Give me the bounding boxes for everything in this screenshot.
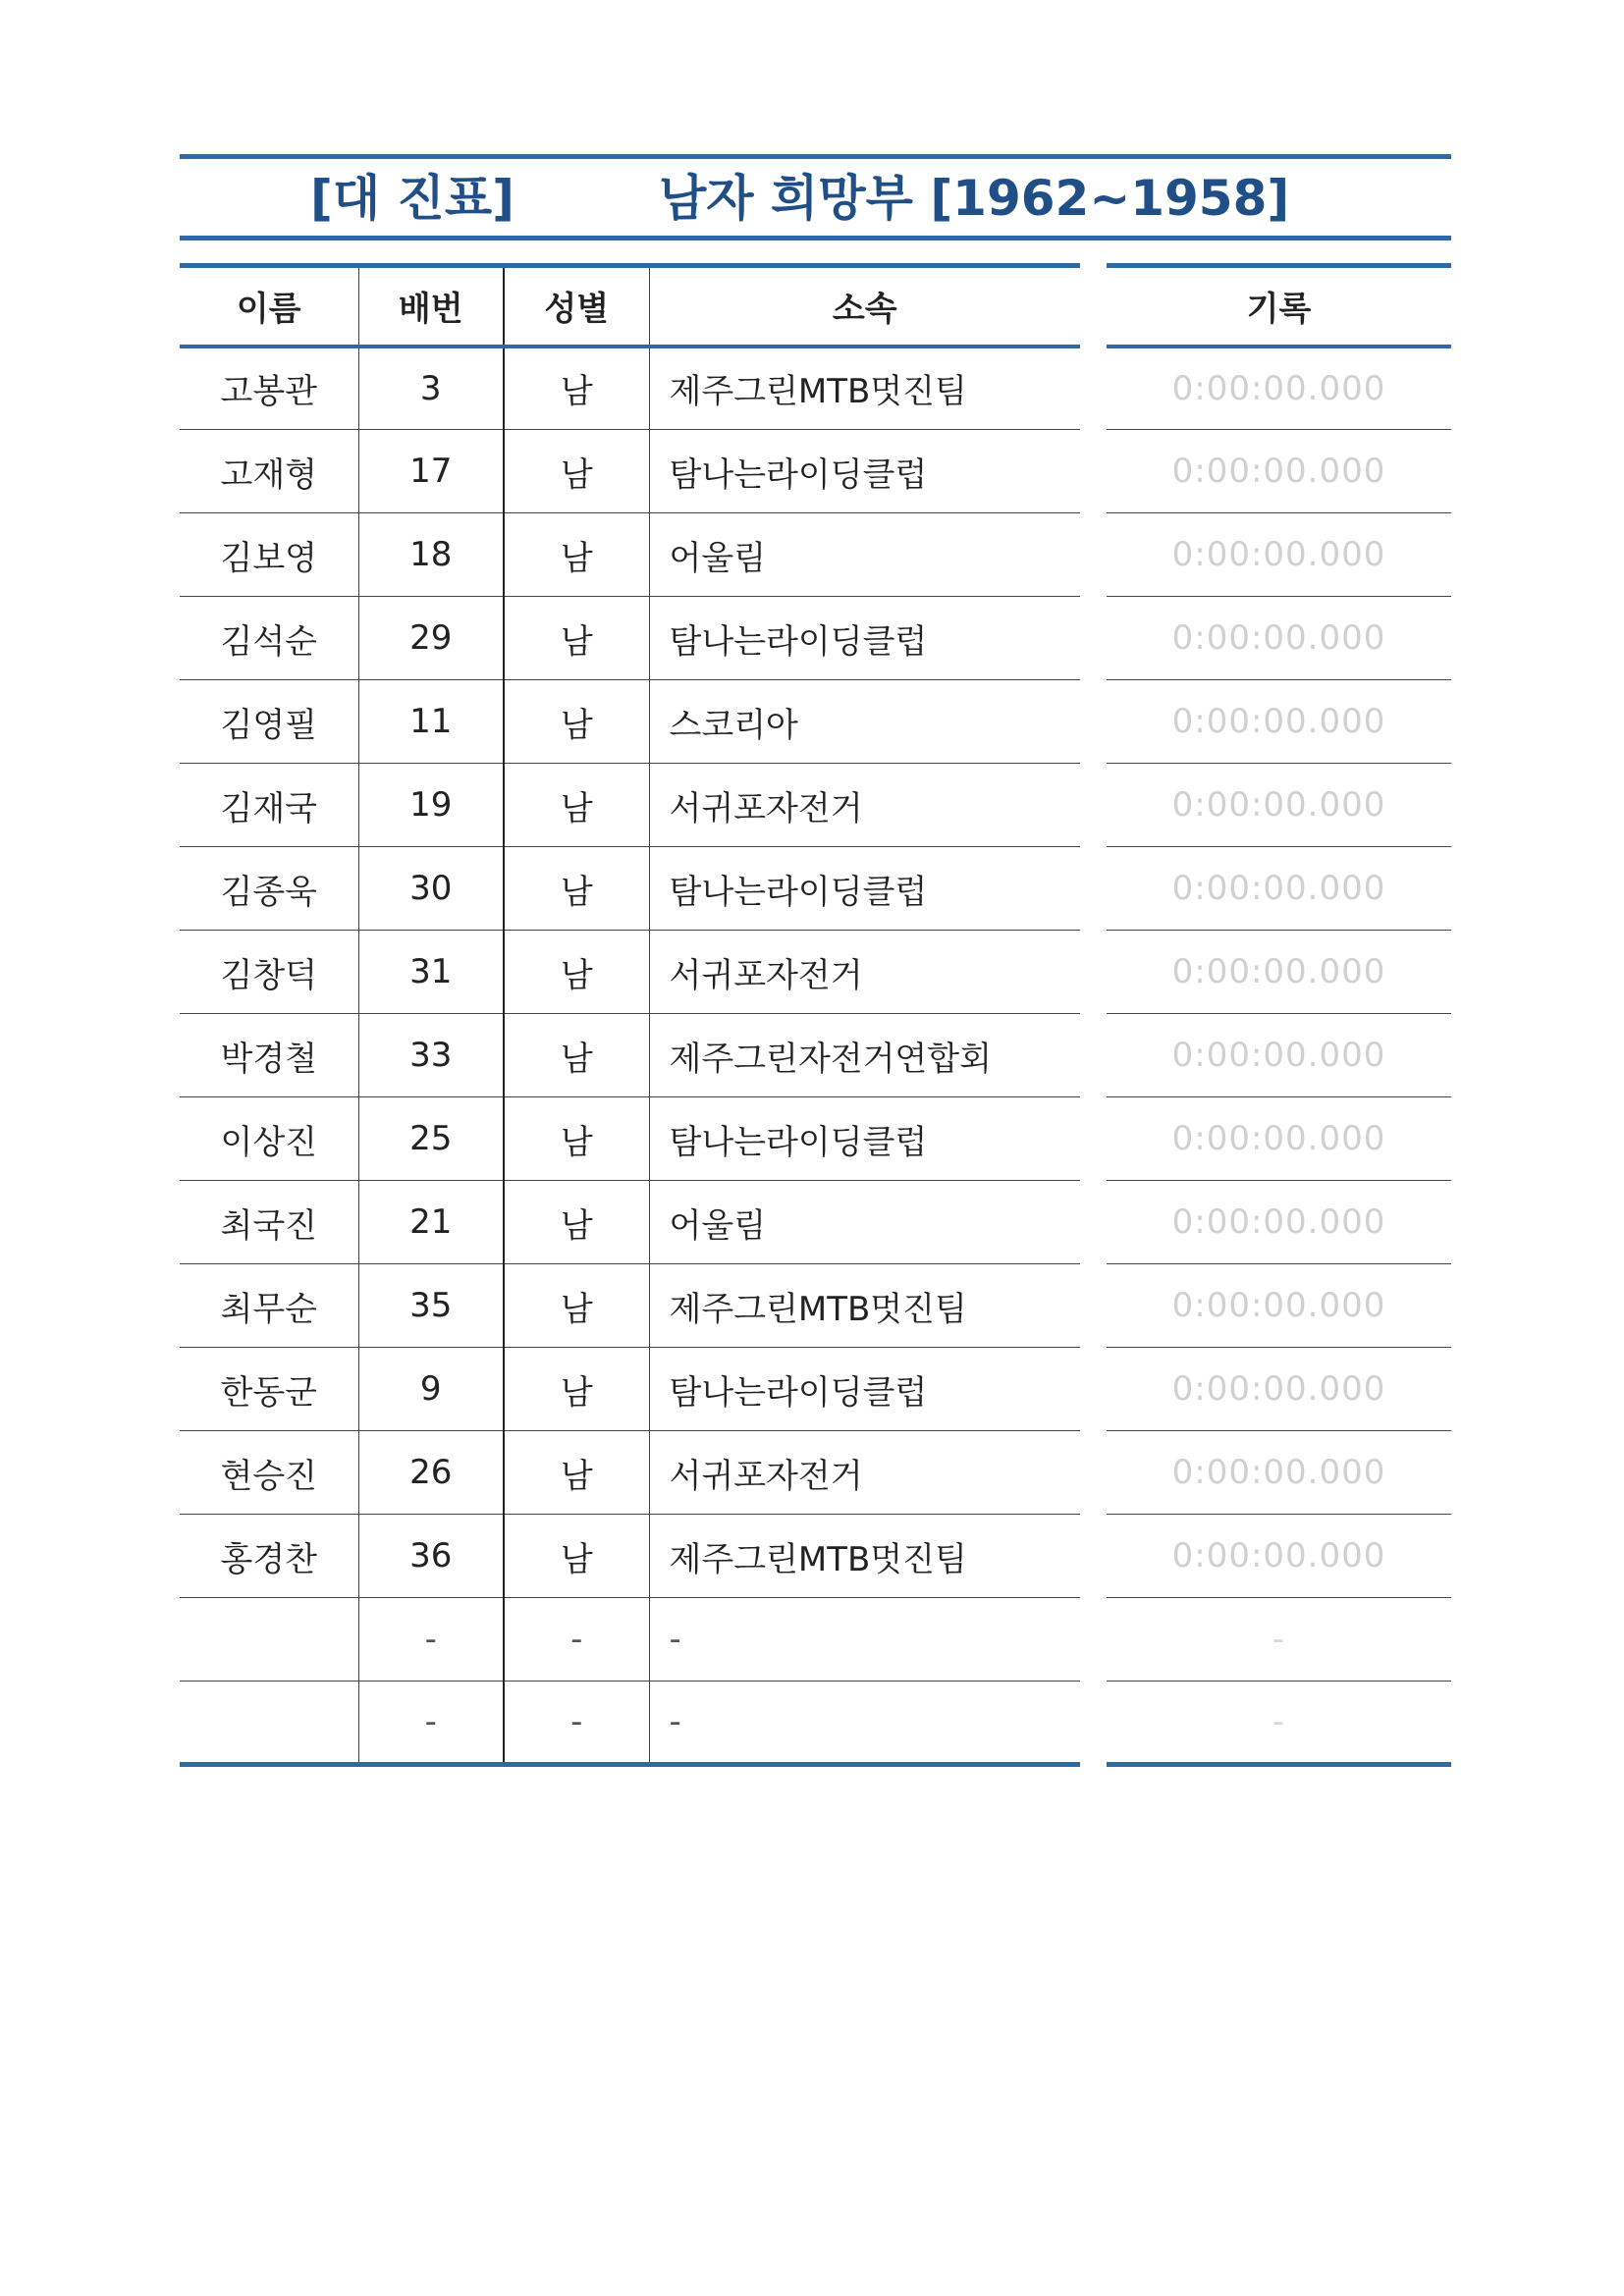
- record-row: [1107, 847, 1451, 931]
- header-name: 이름: [180, 266, 358, 347]
- record-row: [1107, 513, 1451, 597]
- participant-club: 제주그린자전거연합회: [649, 1014, 1080, 1097]
- participant-sex: 남: [504, 847, 649, 931]
- participant-record: 0:00:00.000: [1107, 931, 1451, 1014]
- participant-sex: 남: [504, 1097, 649, 1181]
- header-bib: 배번: [358, 266, 504, 347]
- record-row: [1107, 1515, 1451, 1598]
- participant-record: 0:00:00.000: [1107, 764, 1451, 847]
- participant-record: 0:00:00.000: [1107, 1181, 1451, 1264]
- participant-bib: -: [358, 1682, 504, 1765]
- participant-record: -: [1107, 1598, 1451, 1682]
- table-row: [180, 1097, 1080, 1181]
- table-row: [180, 1181, 1080, 1264]
- participant-sex: 남: [504, 764, 649, 847]
- participant-club: 탐나는라이딩클럽: [649, 430, 1080, 513]
- participant-sex: 남: [504, 680, 649, 764]
- participant-name: 김재국: [180, 764, 358, 847]
- header-sex: 성별: [504, 266, 649, 347]
- header-row: [180, 266, 1080, 347]
- participant-club: 제주그린MTB멋진팀: [649, 1264, 1080, 1348]
- participant-club: -: [649, 1682, 1080, 1765]
- participant-name: 홍경찬: [180, 1515, 358, 1598]
- table-row: [180, 1682, 1080, 1765]
- participant-record: 0:00:00.000: [1107, 513, 1451, 597]
- record-header-row: [1107, 266, 1451, 347]
- participant-bib: 31: [358, 931, 504, 1014]
- participant-bib: 29: [358, 597, 504, 680]
- participant-bib: 9: [358, 1348, 504, 1431]
- participant-sex: 남: [504, 430, 649, 513]
- participant-club: 제주그린MTB멋진팀: [649, 347, 1080, 430]
- title-bar: [180, 154, 1451, 240]
- participant-name: 이상진: [180, 1097, 358, 1181]
- bracket-table: [180, 263, 1080, 1767]
- header-club: 소속: [649, 266, 1080, 347]
- participant-record: 0:00:00.000: [1107, 680, 1451, 764]
- record-table: [1107, 263, 1451, 1767]
- record-row: [1107, 1097, 1451, 1181]
- participant-club: 서귀포자전거: [649, 764, 1080, 847]
- participant-bib: 18: [358, 513, 504, 597]
- participant-record: 0:00:00.000: [1107, 597, 1451, 680]
- table-row: [180, 513, 1080, 597]
- record-row: [1107, 1682, 1451, 1765]
- participant-name: 최무순: [180, 1264, 358, 1348]
- table-row: [180, 1014, 1080, 1097]
- participant-name: 김창덕: [180, 931, 358, 1014]
- record-row: [1107, 347, 1451, 430]
- participant-club: 탐나는라이딩클럽: [649, 847, 1080, 931]
- table-row: [180, 847, 1080, 931]
- table-row: [180, 1348, 1080, 1431]
- participant-name: 현승진: [180, 1431, 358, 1515]
- table-row: [180, 1515, 1080, 1598]
- participant-club: 어울림: [649, 1181, 1080, 1264]
- table-row: [180, 931, 1080, 1014]
- table-row: [180, 1264, 1080, 1348]
- participant-bib: 26: [358, 1431, 504, 1515]
- participant-club: 탐나는라이딩클럽: [649, 1348, 1080, 1431]
- page-title-label: [대 진표]: [310, 170, 515, 227]
- participant-sex: 남: [504, 1348, 649, 1431]
- participant-bib: 17: [358, 430, 504, 513]
- participant-club: 제주그린MTB멋진팀: [649, 1515, 1080, 1598]
- participant-record: 0:00:00.000: [1107, 430, 1451, 513]
- record-row: [1107, 680, 1451, 764]
- participant-bib: 25: [358, 1097, 504, 1181]
- participant-club: 어울림: [649, 513, 1080, 597]
- participant-bib: 11: [358, 680, 504, 764]
- record-row: [1107, 1014, 1451, 1097]
- participant-name: 고봉관: [180, 347, 358, 430]
- participant-sex: 남: [504, 1181, 649, 1264]
- participant-sex: 남: [504, 1264, 649, 1348]
- participant-bib: 30: [358, 847, 504, 931]
- participant-club: -: [649, 1598, 1080, 1682]
- participant-name: 김종욱: [180, 847, 358, 931]
- participant-name: 박경철: [180, 1014, 358, 1097]
- participant-sex: -: [504, 1682, 649, 1765]
- participant-sex: 남: [504, 1014, 649, 1097]
- table-row: [180, 347, 1080, 430]
- table-row: [180, 1598, 1080, 1682]
- participant-sex: 남: [504, 1515, 649, 1598]
- table-row: [180, 597, 1080, 680]
- record-row: [1107, 1431, 1451, 1515]
- participant-record: 0:00:00.000: [1107, 1348, 1451, 1431]
- participant-club: 스코리아: [649, 680, 1080, 764]
- participant-sex: 남: [504, 931, 649, 1014]
- participant-bib: -: [358, 1598, 504, 1682]
- participant-sex: 남: [504, 597, 649, 680]
- record-row: [1107, 1264, 1451, 1348]
- table-row: [180, 430, 1080, 513]
- record-row: [1107, 931, 1451, 1014]
- participant-club: 탐나는라이딩클럽: [649, 597, 1080, 680]
- participant-name: 한동군: [180, 1348, 358, 1431]
- participant-record: 0:00:00.000: [1107, 1515, 1451, 1598]
- participant-record: 0:00:00.000: [1107, 1431, 1451, 1515]
- participant-club: 탐나는라이딩클럽: [649, 1097, 1080, 1181]
- participant-sex: 남: [504, 513, 649, 597]
- participant-name: 김석순: [180, 597, 358, 680]
- participant-bib: 33: [358, 1014, 504, 1097]
- record-row: [1107, 1598, 1451, 1682]
- participant-name: [180, 1682, 358, 1765]
- record-row: [1107, 1181, 1451, 1264]
- participant-name: 고재형: [180, 430, 358, 513]
- participant-record: 0:00:00.000: [1107, 847, 1451, 931]
- record-row: [1107, 764, 1451, 847]
- participant-name: [180, 1598, 358, 1682]
- participant-name: 김보영: [180, 513, 358, 597]
- record-row: [1107, 1348, 1451, 1431]
- participant-sex: -: [504, 1598, 649, 1682]
- participant-bib: 21: [358, 1181, 504, 1264]
- record-row: [1107, 597, 1451, 680]
- participant-sex: 남: [504, 347, 649, 430]
- participant-bib: 19: [358, 764, 504, 847]
- page-title-division: 남자 희망부 [1962~1958]: [659, 170, 1290, 227]
- participant-record: 0:00:00.000: [1107, 1097, 1451, 1181]
- header-record: 기록: [1107, 266, 1451, 347]
- record-row: [1107, 430, 1451, 513]
- participant-record: 0:00:00.000: [1107, 1264, 1451, 1348]
- participant-record: 0:00:00.000: [1107, 347, 1451, 430]
- participant-bib: 3: [358, 347, 504, 430]
- participant-record: 0:00:00.000: [1107, 1014, 1451, 1097]
- participant-bib: 36: [358, 1515, 504, 1598]
- participant-club: 서귀포자전거: [649, 1431, 1080, 1515]
- participant-record: -: [1107, 1682, 1451, 1765]
- table-row: [180, 680, 1080, 764]
- table-row: [180, 1431, 1080, 1515]
- participant-sex: 남: [504, 1431, 649, 1515]
- participant-name: 최국진: [180, 1181, 358, 1264]
- participant-bib: 35: [358, 1264, 504, 1348]
- participant-name: 김영필: [180, 680, 358, 764]
- participant-club: 서귀포자전거: [649, 931, 1080, 1014]
- table-row: [180, 764, 1080, 847]
